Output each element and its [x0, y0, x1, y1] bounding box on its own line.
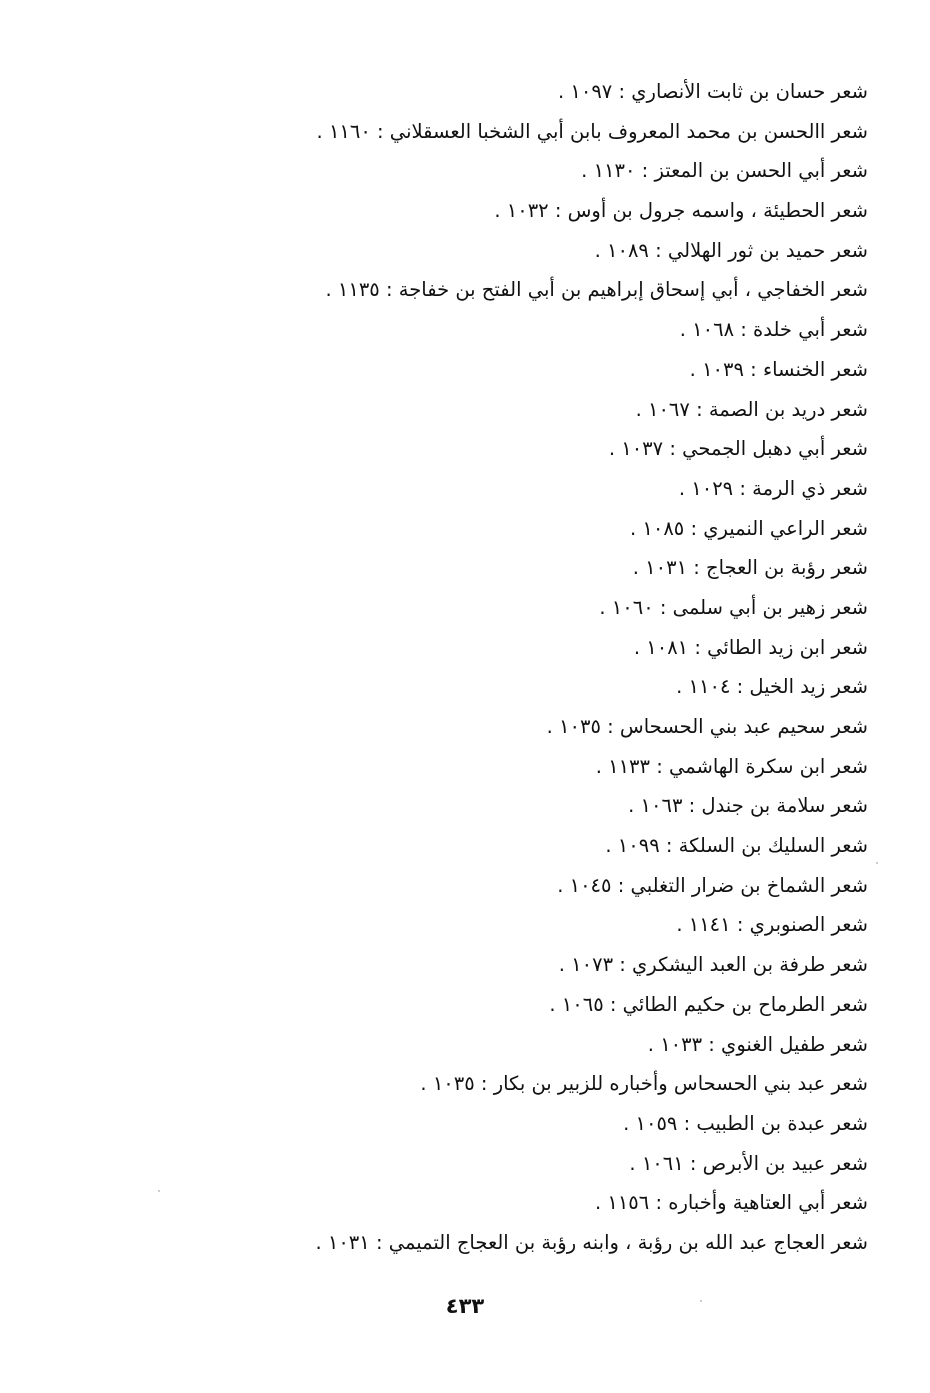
index-entry: شعر عبيد بن الأبرص : ١٠٦١ . [629, 1151, 868, 1175]
index-entry: شعر الخفاجي ، أبي إسحاق إبراهيم بن أبي الفتح بن خفاجة : ١١٣٥ . [325, 278, 868, 302]
index-entry: شعر االحسن بن محمد المعروف بابن أبي الشخبا العسقلاني : ١١٦٠ . [316, 119, 868, 143]
index-entry: شعر ذي الرمة : ١٠٢٩ . [678, 476, 868, 500]
index-entry: شعر العجاج عبد الله بن رؤبة ، وابنه رؤبة بن العجاج التميمي : ١٠٣١ . [315, 1230, 868, 1254]
index-entry-list [228, 72, 868, 1263]
index-entry: شعر طفيل الغنوي : ١٠٣٣ . [647, 1032, 868, 1056]
index-entry: شعر الطرماح بن حكيم الطائي : ١٠٦٥ . [549, 992, 868, 1016]
index-entry: شعر أبي دهبل الجمحي : ١٠٣٧ . [608, 437, 868, 461]
index-entry: شعر أبي الحسن بن المعتز : ١١٣٠ . [581, 159, 868, 183]
scan-speck [876, 862, 878, 864]
index-entry: شعر أبي خلدة : ١٠٦٨ . [679, 318, 868, 342]
index-entry: شعر زيد الخيل : ١١٠٤ . [676, 675, 868, 699]
index-entry: شعر السليك بن السلكة : ١٠٩٩ . [605, 834, 868, 858]
scan-speck [700, 1300, 702, 1302]
index-entry: شعر الصنوبري : ١١٤١ . [676, 913, 868, 937]
index-entry: شعر حسان بن ثابت الأنصاري : ١٠٩٧ . [557, 80, 868, 103]
index-entry: شعر حميد بن ثور الهلالي : ١٠٨٩ . [594, 238, 868, 262]
index-entry: شعر أبي العتاهية وأخباره : ١١٥٦ . [594, 1191, 868, 1215]
index-entry: شعر ابن سكرة الهاشمي : ١١٣٣ . [595, 754, 868, 778]
scan-speck [158, 1190, 160, 1192]
page-number: ٤٣٣ [445, 1294, 485, 1318]
index-entry: شعر سحيم عبد بني الحسحاس : ١٠٣٥ . [546, 715, 868, 738]
index-entry: شعر رؤبة بن العجاج : ١٠٣١ . [632, 556, 868, 580]
index-entry: شعر طرفة بن العبد اليشكري : ١٠٧٣ . [558, 953, 868, 977]
index-entry: شعر دريد بن الصمة : ١٠٦٧ . [635, 397, 868, 421]
index-entry: شعر ابن زيد الطائي : ١٠٨١ . [633, 635, 868, 659]
index-entry: شعر سلامة بن جندل : ١٠٦٣ . [628, 794, 868, 818]
index-entry: شعر الخنساء : ١٠٣٩ . [689, 357, 868, 381]
index-entry: شعر الشماخ بن ضرار التغلبي : ١٠٤٥ . [557, 873, 868, 897]
index-entry: شعر الحطيئة ، واسمه جرول بن أوس : ١٠٣٢ . [494, 199, 868, 223]
index-entry: شعر زهير بن أبي سلمى : ١٠٦٠ . [599, 595, 868, 619]
index-entry: شعر الراعي النميري : ١٠٨٥ . [629, 516, 868, 540]
index-entry: شعر عبد بني الحسحاس وأخباره للزبير بن بكار : ١٠٣٥ . [420, 1072, 868, 1096]
index-entry: شعر عبدة بن الطبيب : ١٠٥٩ . [623, 1111, 868, 1135]
